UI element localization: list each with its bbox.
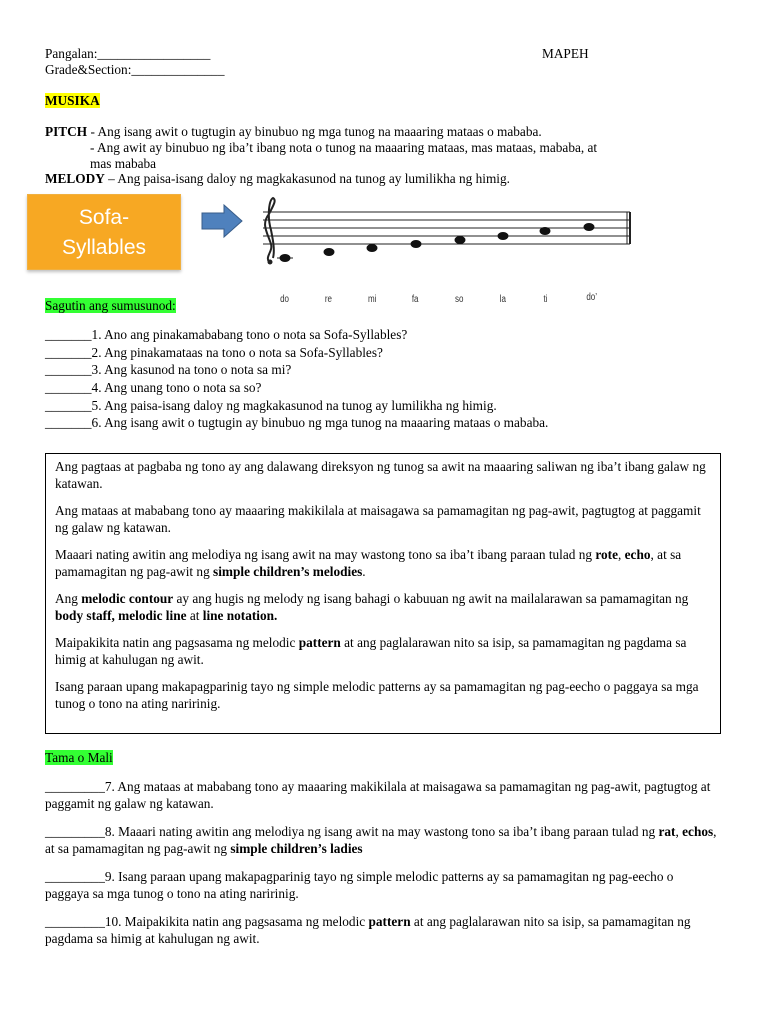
right-arrow-icon <box>200 203 244 239</box>
question-4: _______4. Ang unang tono o nota sa so? <box>45 380 262 395</box>
note-do <box>280 254 291 262</box>
note-label-re: re <box>324 294 333 305</box>
questions-header: Sagutin ang sumusunod: <box>45 298 176 313</box>
note-label-mi: mi <box>368 294 377 305</box>
note-so <box>455 236 466 244</box>
info-paragraph-5: Maipakikita natin ang pagsasama ng melodic pattern at ang paglalarawan nito sa isip, sa pamamagitan ng pagdama sa himig at kahulugan ng awit. <box>55 635 687 667</box>
melody-term: MELODY <box>45 171 105 186</box>
tf-question-9: _________9. Isang paraan upang makapagparinig tayo ng simple melodic patterns ay sa pamamagitan ng pag-eecho o paggaya sa mga tunog o tono na ating naririnig. <box>45 869 674 901</box>
section-title: MUSIKA <box>45 93 100 108</box>
question-6: _______6. Ang isang awit o tugtugin ay binubuo ng mga tunog na maaaring mataas o mababa. <box>45 415 549 430</box>
pitch-def-1: - Ang isang awit o tugtugin ay binubuo ng mga tunog na maaaring mataas o mababa. <box>87 124 542 139</box>
question-5: _______5. Ang paisa-isang daloy ng magkakasunod na tunog ay lumilikha ng himig. <box>45 398 497 413</box>
note-fa <box>411 240 422 248</box>
note-label-do: do <box>280 294 290 305</box>
note-label-ti: ti <box>543 294 548 305</box>
note-label-fa: fa <box>411 294 419 305</box>
info-paragraph-6: Isang paraan upang makapagparinig tayo ng simple melodic patterns ay sa pamamagitan ng pag-eecho o paggaya sa mga tunog o tono na ating naririnig. <box>55 679 699 711</box>
tf-question-7: _________7. Ang mataas at mababang tono ay maaaring makikilala at maisagawa sa pamamagitan ng pag-awit, pagtugtog at paggamit ng galaw ng katawan. <box>45 779 711 811</box>
info-paragraph-1: Ang pagtaas at pagbaba ng tono ay ang dalawang direksyon ng tunog sa awit na maaaring saliwan ng iba’t ibang galaw ng katawan. <box>55 459 706 491</box>
music-staff <box>255 196 635 268</box>
question-3: _______3. Ang kasunod na tono o nota sa mi? <box>45 362 292 377</box>
melody-def: – Ang paisa-isang daloy ng magkakasunod na tunog ay lumilikha ng himig. <box>104 171 510 186</box>
melody-definition <box>45 171 510 187</box>
pitch-def-2b: mas mababa <box>90 156 157 171</box>
note-re <box>324 248 335 256</box>
note-label-la: la <box>499 294 507 305</box>
subject-label: MAPEH <box>542 46 589 61</box>
note-label-so: so <box>455 294 464 305</box>
tf-header: Tama o Mali <box>45 750 113 765</box>
note-ti <box>540 227 551 235</box>
question-2: _______2. Ang pinakamataas na tono o nota sa Sofa-Syllables? <box>45 345 383 360</box>
treble-clef-icon <box>265 198 275 265</box>
info-box <box>45 453 721 734</box>
name-field-label: Pangalan:_________________ <box>45 46 211 61</box>
tf-question-8: _________8. Maaari nating awitin ang melodiya ng isang awit na may wastong tono sa iba’t ibang paraan tulad ng rat, echos, at sa pamamagitan ng pag-awit ng simple children’s ladies <box>45 824 717 856</box>
sofa-box-line-1: Sofa- <box>78 206 130 229</box>
grade-section-label: Grade&Section:______________ <box>45 62 225 77</box>
info-paragraph-3: Maaari nating awitin ang melodiya ng isang awit na may wastong tono sa iba’t ibang paraan tulad ng rote, echo, at sa pamamagitan ng pag-awit ng simple children’s melodies. <box>55 547 682 579</box>
note-label-high-do: do’ <box>586 292 598 303</box>
pitch-term: PITCH <box>45 124 88 139</box>
pitch-definition <box>45 124 542 140</box>
tf-question-10: _________10. Maipakikita natin ang pagsasama ng melodic pattern at ang paglalarawan nito sa isip, sa pamamagitan ng pagdama sa himig at kahulugan ng awit. <box>45 914 691 946</box>
question-1: _______1. Ano ang pinakamababang tono o nota sa Sofa-Syllables? <box>45 327 408 342</box>
note-la <box>498 232 509 240</box>
note-mi <box>367 244 378 252</box>
pitch-def-2a: - Ang awit ay binubuo ng iba’t ibang nota o tunog na maaaring mataas, mas mataas, mababa, at <box>90 140 598 155</box>
note-high-do <box>584 223 595 231</box>
info-paragraph-2: Ang mataas at mababang tono ay maaaring makikilala at maisagawa sa pamamagitan ng pag-awit, pagtugtog at paggamit ng galaw ng katawan. <box>55 503 701 535</box>
sofa-syllables-box <box>27 194 181 270</box>
info-paragraph-4: Ang melodic contour ay ang hugis ng melody ng isang bahagi o kabuuan ng awit na mailalarawan sa pamamagitan ng body staff, melodic line at line notation. <box>55 591 689 623</box>
sofa-box-line-2: Syllables <box>61 236 147 259</box>
tf-section <box>45 778 721 947</box>
